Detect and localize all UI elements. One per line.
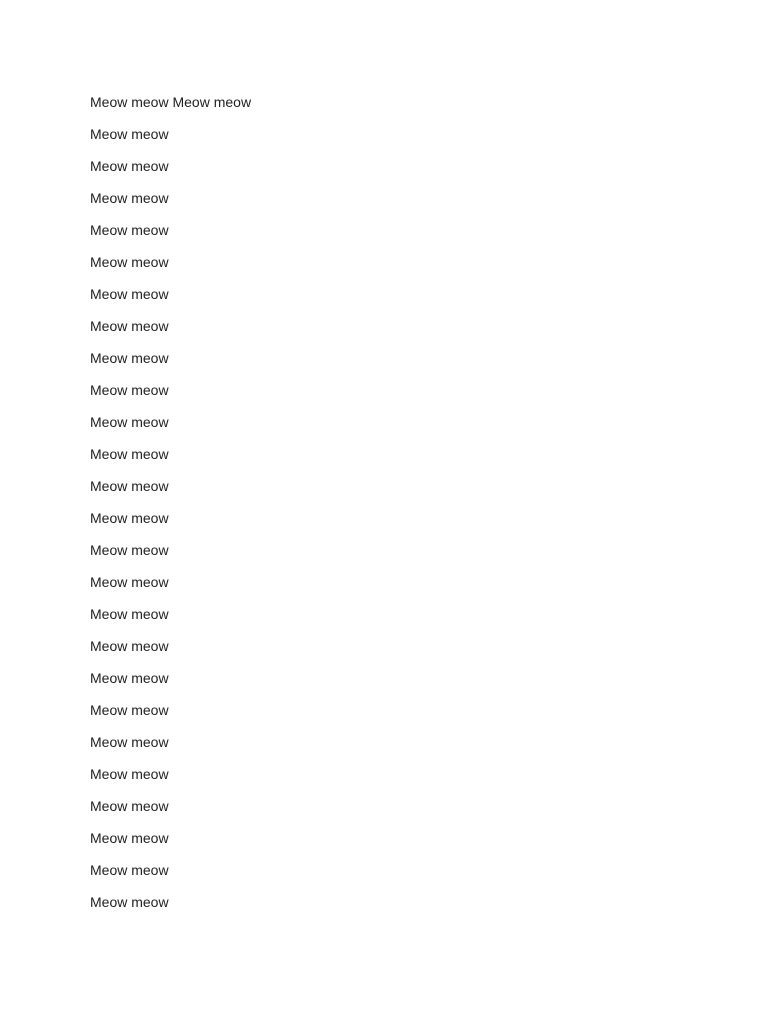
text-line: Meow meow bbox=[90, 158, 169, 174]
text-line: Meow meow bbox=[90, 190, 169, 206]
text-line: Meow meow bbox=[90, 510, 169, 526]
text-line: Meow meow bbox=[90, 318, 169, 334]
text-line: Meow meow bbox=[90, 606, 169, 622]
text-line: Meow meow bbox=[90, 766, 169, 782]
text-line: Meow meow bbox=[90, 702, 169, 718]
text-line: Meow meow Meow meow bbox=[90, 94, 252, 110]
text-line: Meow meow bbox=[90, 574, 169, 590]
text-line: Meow meow bbox=[90, 446, 169, 462]
text-line: Meow meow bbox=[90, 894, 169, 910]
text-line: Meow meow bbox=[90, 350, 169, 366]
document-body bbox=[90, 92, 690, 924]
text-line: Meow meow bbox=[90, 286, 169, 302]
text-line: Meow meow bbox=[90, 862, 169, 878]
text-line: Meow meow bbox=[90, 830, 169, 846]
text-line: Meow meow bbox=[90, 414, 169, 430]
text-line: Meow meow bbox=[90, 254, 169, 270]
text-line: Meow meow bbox=[90, 798, 169, 814]
text-line: Meow meow bbox=[90, 542, 169, 558]
text-line: Meow meow bbox=[90, 670, 169, 686]
text-line: Meow meow bbox=[90, 126, 169, 142]
text-line: Meow meow bbox=[90, 478, 169, 494]
text-line: Meow meow bbox=[90, 638, 169, 654]
text-line: Meow meow bbox=[90, 382, 169, 398]
text-line: Meow meow bbox=[90, 222, 169, 238]
text-line: Meow meow bbox=[90, 734, 169, 750]
